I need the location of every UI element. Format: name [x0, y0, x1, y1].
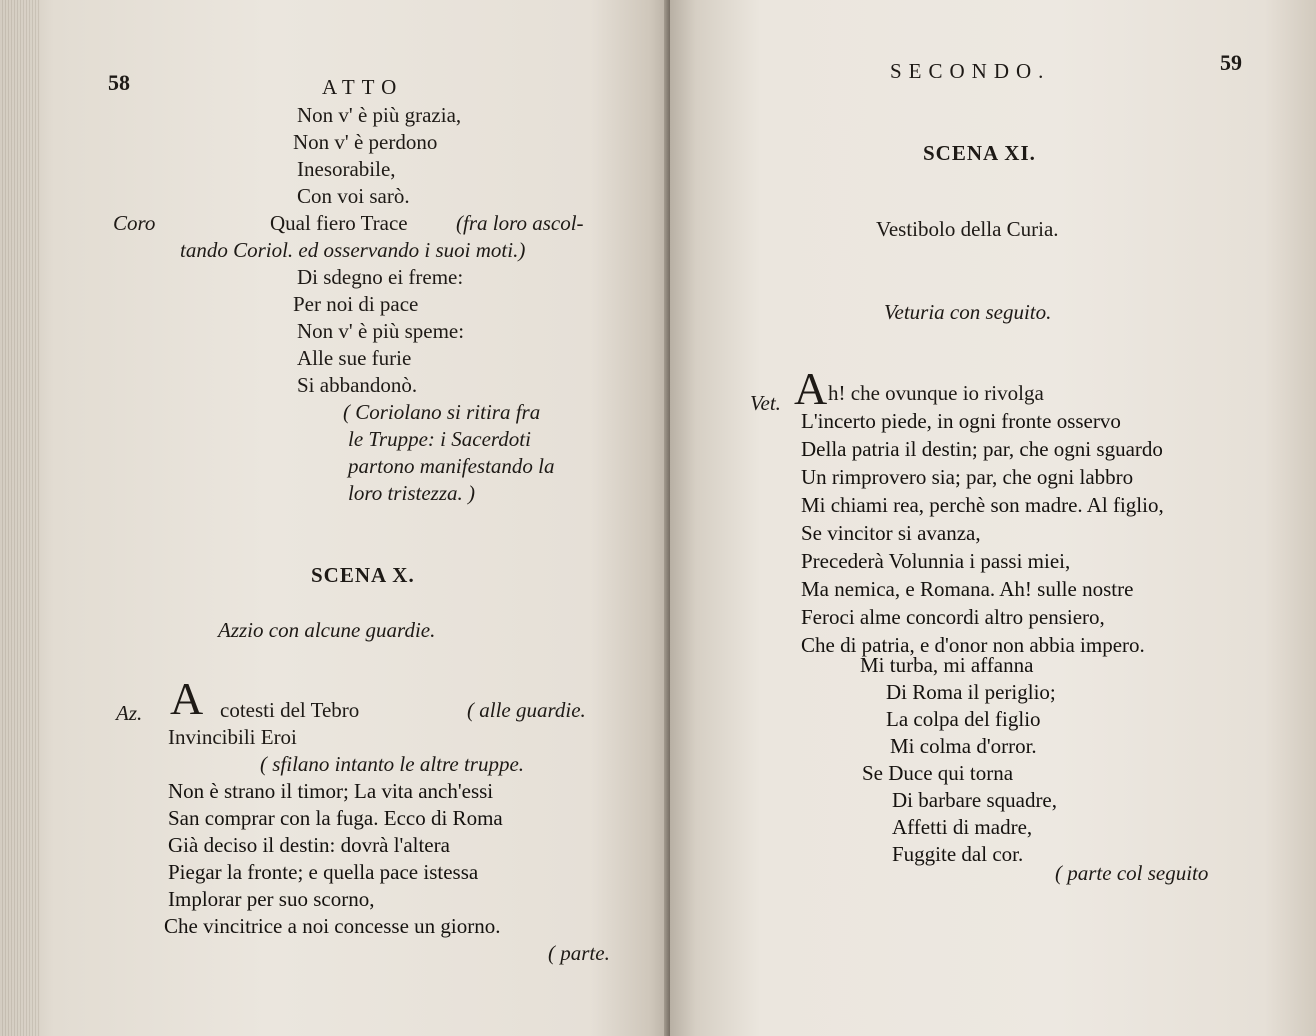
scene-setting: Azzio con alcune guardie. — [218, 618, 436, 642]
verse-line: Non è strano il timor; La vita anch'essi — [168, 779, 494, 803]
verse-line: Già deciso il destin: dovrà l'altera — [168, 833, 450, 857]
verse-line: Per noi di pace — [293, 292, 419, 316]
stage-direction: partono manifestando la — [348, 454, 555, 478]
stage-direction: le Truppe: i Sacerdoti — [348, 427, 531, 451]
exit-direction: ( parte. — [548, 941, 610, 965]
exit-direction: ( parte col seguito — [1055, 861, 1209, 885]
verse-line: Non v' è più speme: — [297, 319, 465, 343]
running-head: SECONDO. — [890, 59, 1051, 83]
verse-line: Non v' è perdono — [293, 130, 438, 154]
aria-line: La colpa del figlio — [886, 707, 1041, 731]
speaker-label: Coro — [113, 211, 156, 235]
verse-line: San comprar con la fuga. Ecco di Roma — [168, 806, 503, 830]
drop-cap: A — [170, 673, 204, 724]
verse-line: Se vincitor si avanza, — [801, 521, 981, 545]
verse-line: Con voi sarò. — [297, 184, 410, 208]
verse-line: Implorar per suo scorno, — [168, 887, 375, 911]
verse-line: Invincibili Eroi — [168, 725, 297, 749]
stage-direction: ( sfilano intanto le altre truppe. — [260, 752, 525, 776]
aria-line: Di Roma il periglio; — [886, 680, 1056, 704]
running-head: ATTO — [322, 75, 404, 99]
aria-line: Mi turba, mi affanna — [860, 653, 1034, 677]
verse-line: Un rimprovero sia; par, che ogni labbro — [801, 465, 1134, 489]
verse-line: Di sdegno ei freme: — [297, 265, 464, 289]
verse-line: Qual fiero Trace — [270, 211, 408, 235]
scene-title: SCENA X. — [311, 563, 415, 587]
aria-line: Se Duce qui torna — [862, 761, 1014, 785]
verse-line: Si abbandonò. — [297, 373, 418, 397]
verse-line: L'incerto piede, in ogni fronte osservo — [801, 409, 1121, 433]
verse-line: Alle sue furie — [297, 346, 412, 370]
right-page — [670, 0, 1316, 1036]
stage-direction: tando Coriol. ed osservando i suoi moti.) — [180, 238, 526, 262]
verse-line: cotesti del Tebro — [220, 698, 360, 722]
scene-title: SCENA XI. — [923, 141, 1036, 165]
speaker-label: Vet. — [750, 391, 781, 415]
verse-line: Che vincitrice a noi concesse un giorno. — [164, 914, 501, 938]
characters: Veturia con seguito. — [884, 300, 1052, 324]
aria-line: Mi colma d'orror. — [890, 734, 1037, 758]
verse-line: Mi chiami rea, perchè son madre. Al figlio, — [801, 493, 1164, 517]
stage-direction: (fra loro ascol- — [456, 211, 584, 235]
verse-line: h! che ovunque io rivolga — [828, 381, 1044, 405]
page-edges — [0, 0, 40, 1036]
verse-line: Ma nemica, e Romana. Ah! sulle nostre — [801, 577, 1134, 601]
aria-line: Affetti di madre, — [892, 815, 1033, 839]
aria-line: Fuggite dal cor. — [892, 842, 1024, 866]
verse-line: Non v' è più grazia, — [297, 103, 462, 127]
scene-setting: Vestibolo della Curia. — [876, 217, 1059, 241]
speaker-label: Az. — [116, 701, 143, 725]
verse-line: Piegar la fronte; e quella pace istessa — [168, 860, 479, 884]
stage-direction: ( Coriolano si ritira fra — [343, 400, 541, 424]
verse-line: Inesorabile, — [297, 157, 396, 181]
verse-line: Che di patria, e d'onor non abbia impero. — [801, 633, 1145, 657]
verse-line: Della patria il destin; par, che ogni sguardo — [801, 437, 1163, 461]
aria-line: Di barbare squadre, — [892, 788, 1058, 812]
stage-direction: loro tristezza. ) — [348, 481, 475, 505]
verse-line: Precederà Volunnia i passi miei, — [801, 549, 1071, 573]
drop-cap: A — [794, 363, 828, 414]
stage-direction: ( alle guardie. — [467, 698, 586, 722]
page-number: 58 — [108, 70, 130, 95]
verse-line: Feroci alme concordi altro pensiero, — [801, 605, 1105, 629]
page-number: 59 — [1220, 50, 1242, 75]
